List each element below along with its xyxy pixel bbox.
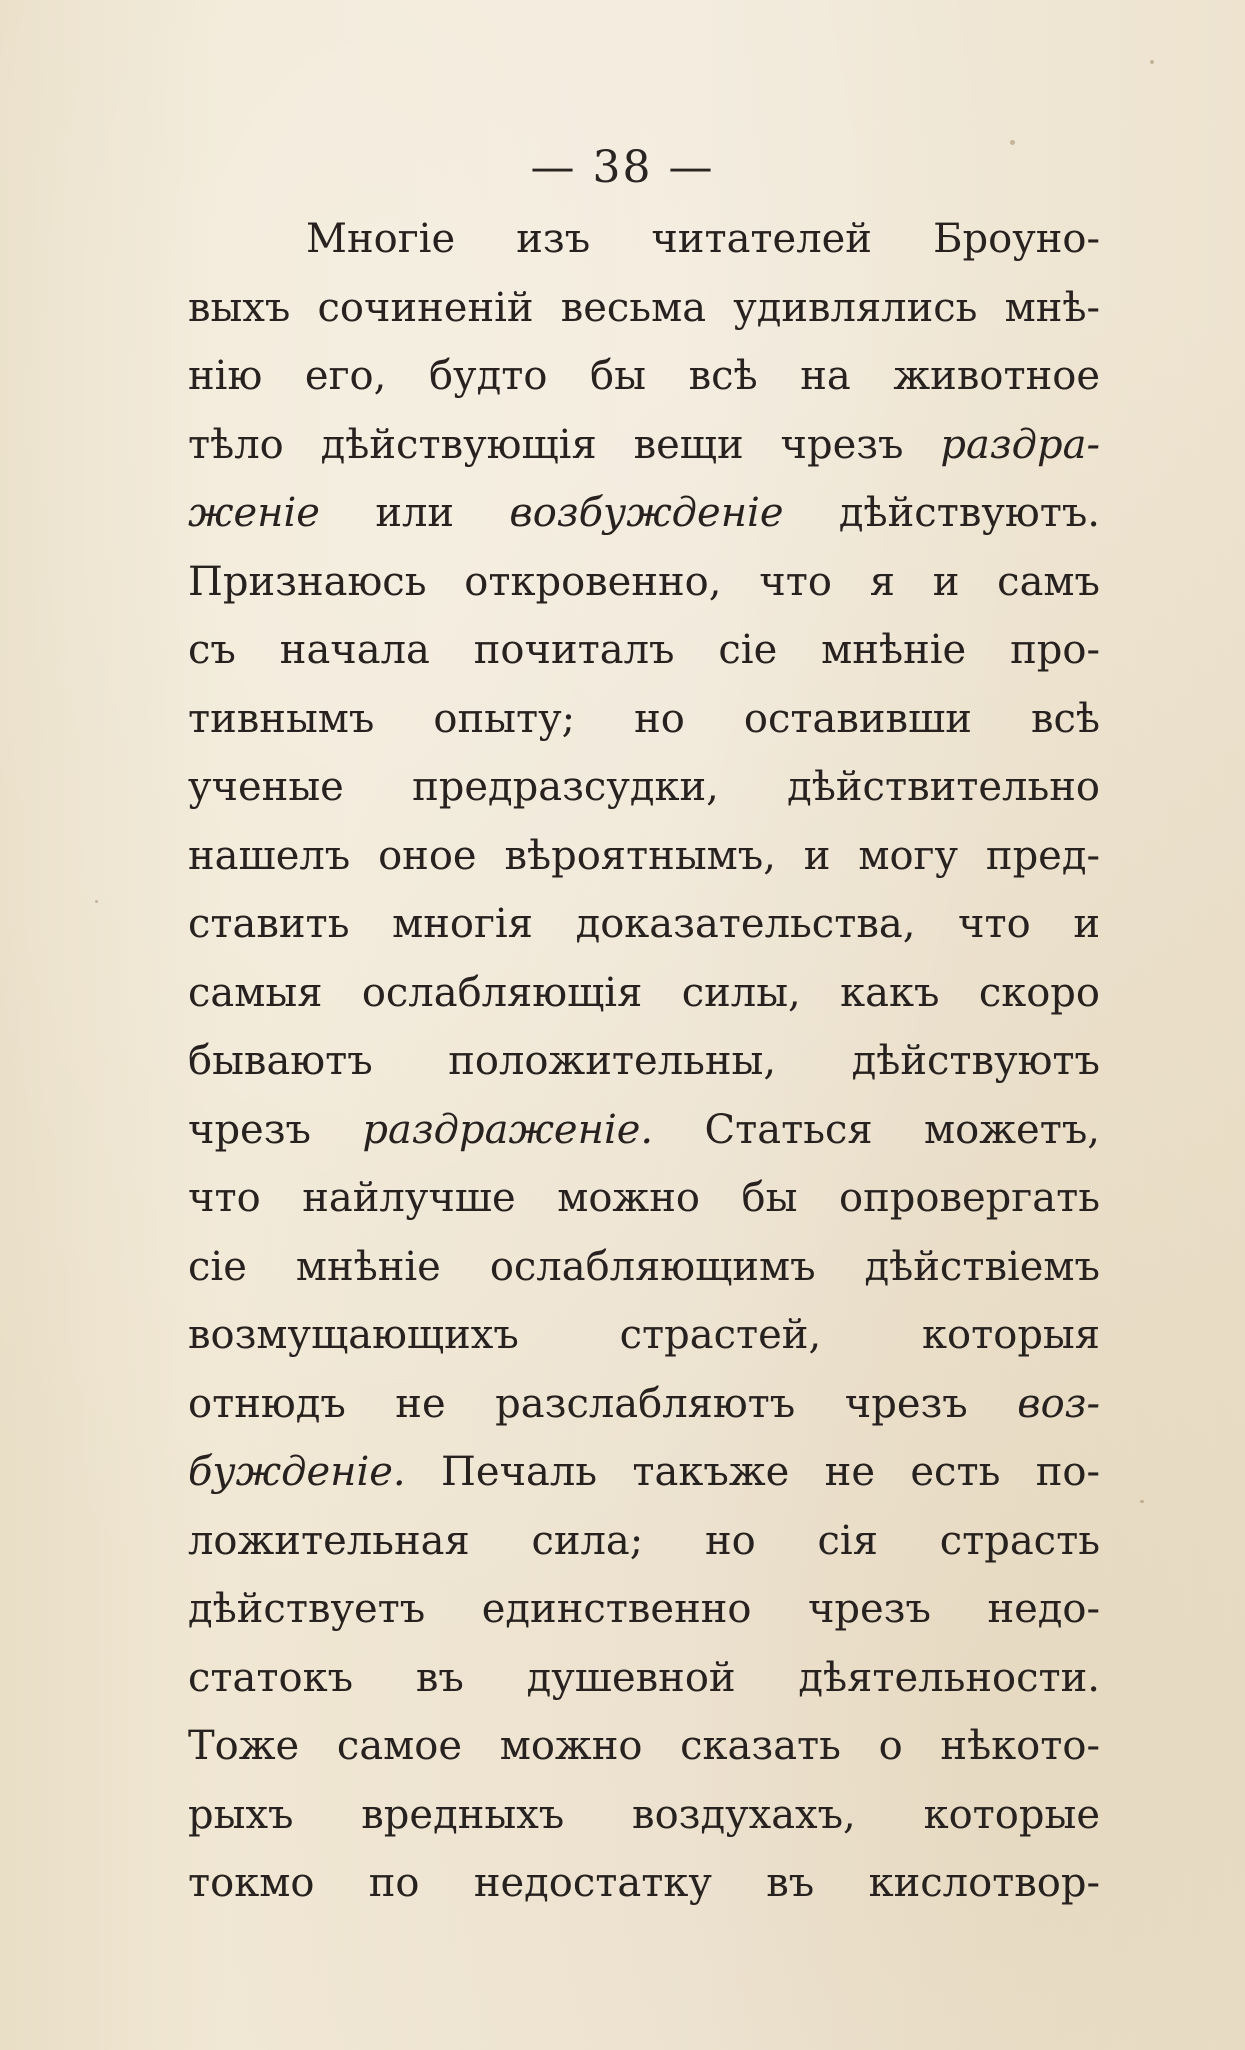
text-line xyxy=(188,548,1100,617)
text-run: выхъ сочиненій весьма удивлялись мнѣ- xyxy=(188,284,1100,331)
text-line xyxy=(188,1370,1100,1439)
text-run: дѣйствуютъ. xyxy=(783,490,1100,536)
italic-text: раздраженіе. xyxy=(362,1106,654,1153)
text-run: съ начала почиталъ сіе мнѣніе про- xyxy=(188,627,1100,673)
text-line xyxy=(188,822,1100,891)
text-line xyxy=(188,685,1100,754)
text-line xyxy=(188,342,1100,411)
text-run: возмущающихъ страстей, которыя xyxy=(188,1312,1100,1358)
text-line xyxy=(188,1712,1100,1781)
body-text xyxy=(188,205,1100,1918)
text-run: самыя ослабляющія силы, какъ скоро xyxy=(188,969,1100,1016)
text-line xyxy=(188,1164,1100,1233)
text-line xyxy=(188,1781,1100,1850)
text-run: ставить многія доказательства, что и xyxy=(188,901,1100,947)
text-line xyxy=(188,1096,1100,1165)
text-line xyxy=(188,616,1100,685)
text-run: нію его, будто бы всѣ на животное xyxy=(188,353,1100,399)
text-line xyxy=(188,959,1100,1028)
paper-speck xyxy=(95,900,98,903)
text-run: ученые предразсудки, дѣйствительно xyxy=(188,764,1100,810)
text-run: Печаль такъже не есть по- xyxy=(405,1449,1100,1495)
text-line xyxy=(188,274,1100,343)
text-run: статокъ въ душевной дѣятельности. xyxy=(188,1654,1100,1701)
text-run: Признаюсь откровенно, что я и самъ xyxy=(188,558,1100,605)
text-line xyxy=(188,753,1100,822)
text-run: сіе мнѣніе ослабляющимъ дѣйствіемъ xyxy=(188,1243,1100,1290)
text-run: тѣло дѣйствующія вещи чрезъ xyxy=(188,421,941,468)
text-run: Многіе изъ читателей Броуно- xyxy=(306,216,1100,262)
text-run: отнюдъ не разслабляютъ чрезъ xyxy=(188,1380,1018,1427)
italic-text: бужденіе. xyxy=(188,1449,406,1495)
text-run: дѣйствуетъ единственно чрезъ недо- xyxy=(188,1586,1100,1632)
italic-text: возбужденіе xyxy=(509,490,784,536)
text-run: тивнымъ опыту; но оставивши всѣ xyxy=(188,695,1100,742)
italic-text: воз- xyxy=(1017,1380,1100,1427)
text-run: нашелъ оное вѣроятнымъ, и могу пред- xyxy=(188,832,1100,879)
text-run: рыхъ вредныхъ воздухахъ, которые xyxy=(188,1791,1100,1838)
text-line xyxy=(188,1027,1100,1096)
text-run: ложительная сила; но сія страсть xyxy=(188,1517,1100,1564)
italic-text: женіе xyxy=(188,490,320,536)
text-run: токмо по недостатку въ кислотвор- xyxy=(188,1860,1100,1906)
text-line xyxy=(188,479,1100,548)
text-run: или xyxy=(319,490,510,536)
text-line xyxy=(188,205,1100,274)
text-line xyxy=(188,1233,1100,1302)
paper-speck xyxy=(1150,60,1154,64)
text-line xyxy=(188,890,1100,959)
text-line xyxy=(188,1438,1100,1507)
text-line xyxy=(188,1849,1100,1918)
text-run: чрезъ xyxy=(188,1106,363,1153)
text-line xyxy=(188,1301,1100,1370)
text-run: Тоже самое можно сказать о нѣкото- xyxy=(188,1723,1100,1769)
text-line xyxy=(188,1507,1100,1576)
text-run: что найлучше можно бы опровергать xyxy=(188,1175,1100,1221)
text-line xyxy=(188,1575,1100,1644)
italic-text: раздра- xyxy=(940,421,1100,468)
text-run: Статься можетъ, xyxy=(653,1106,1100,1153)
text-line xyxy=(188,1644,1100,1713)
page-number: — 38 — xyxy=(530,142,715,193)
text-run: бываютъ положительны, дѣйствуютъ xyxy=(188,1038,1100,1084)
paper-speck xyxy=(1140,1500,1144,1503)
text-line xyxy=(188,411,1100,480)
